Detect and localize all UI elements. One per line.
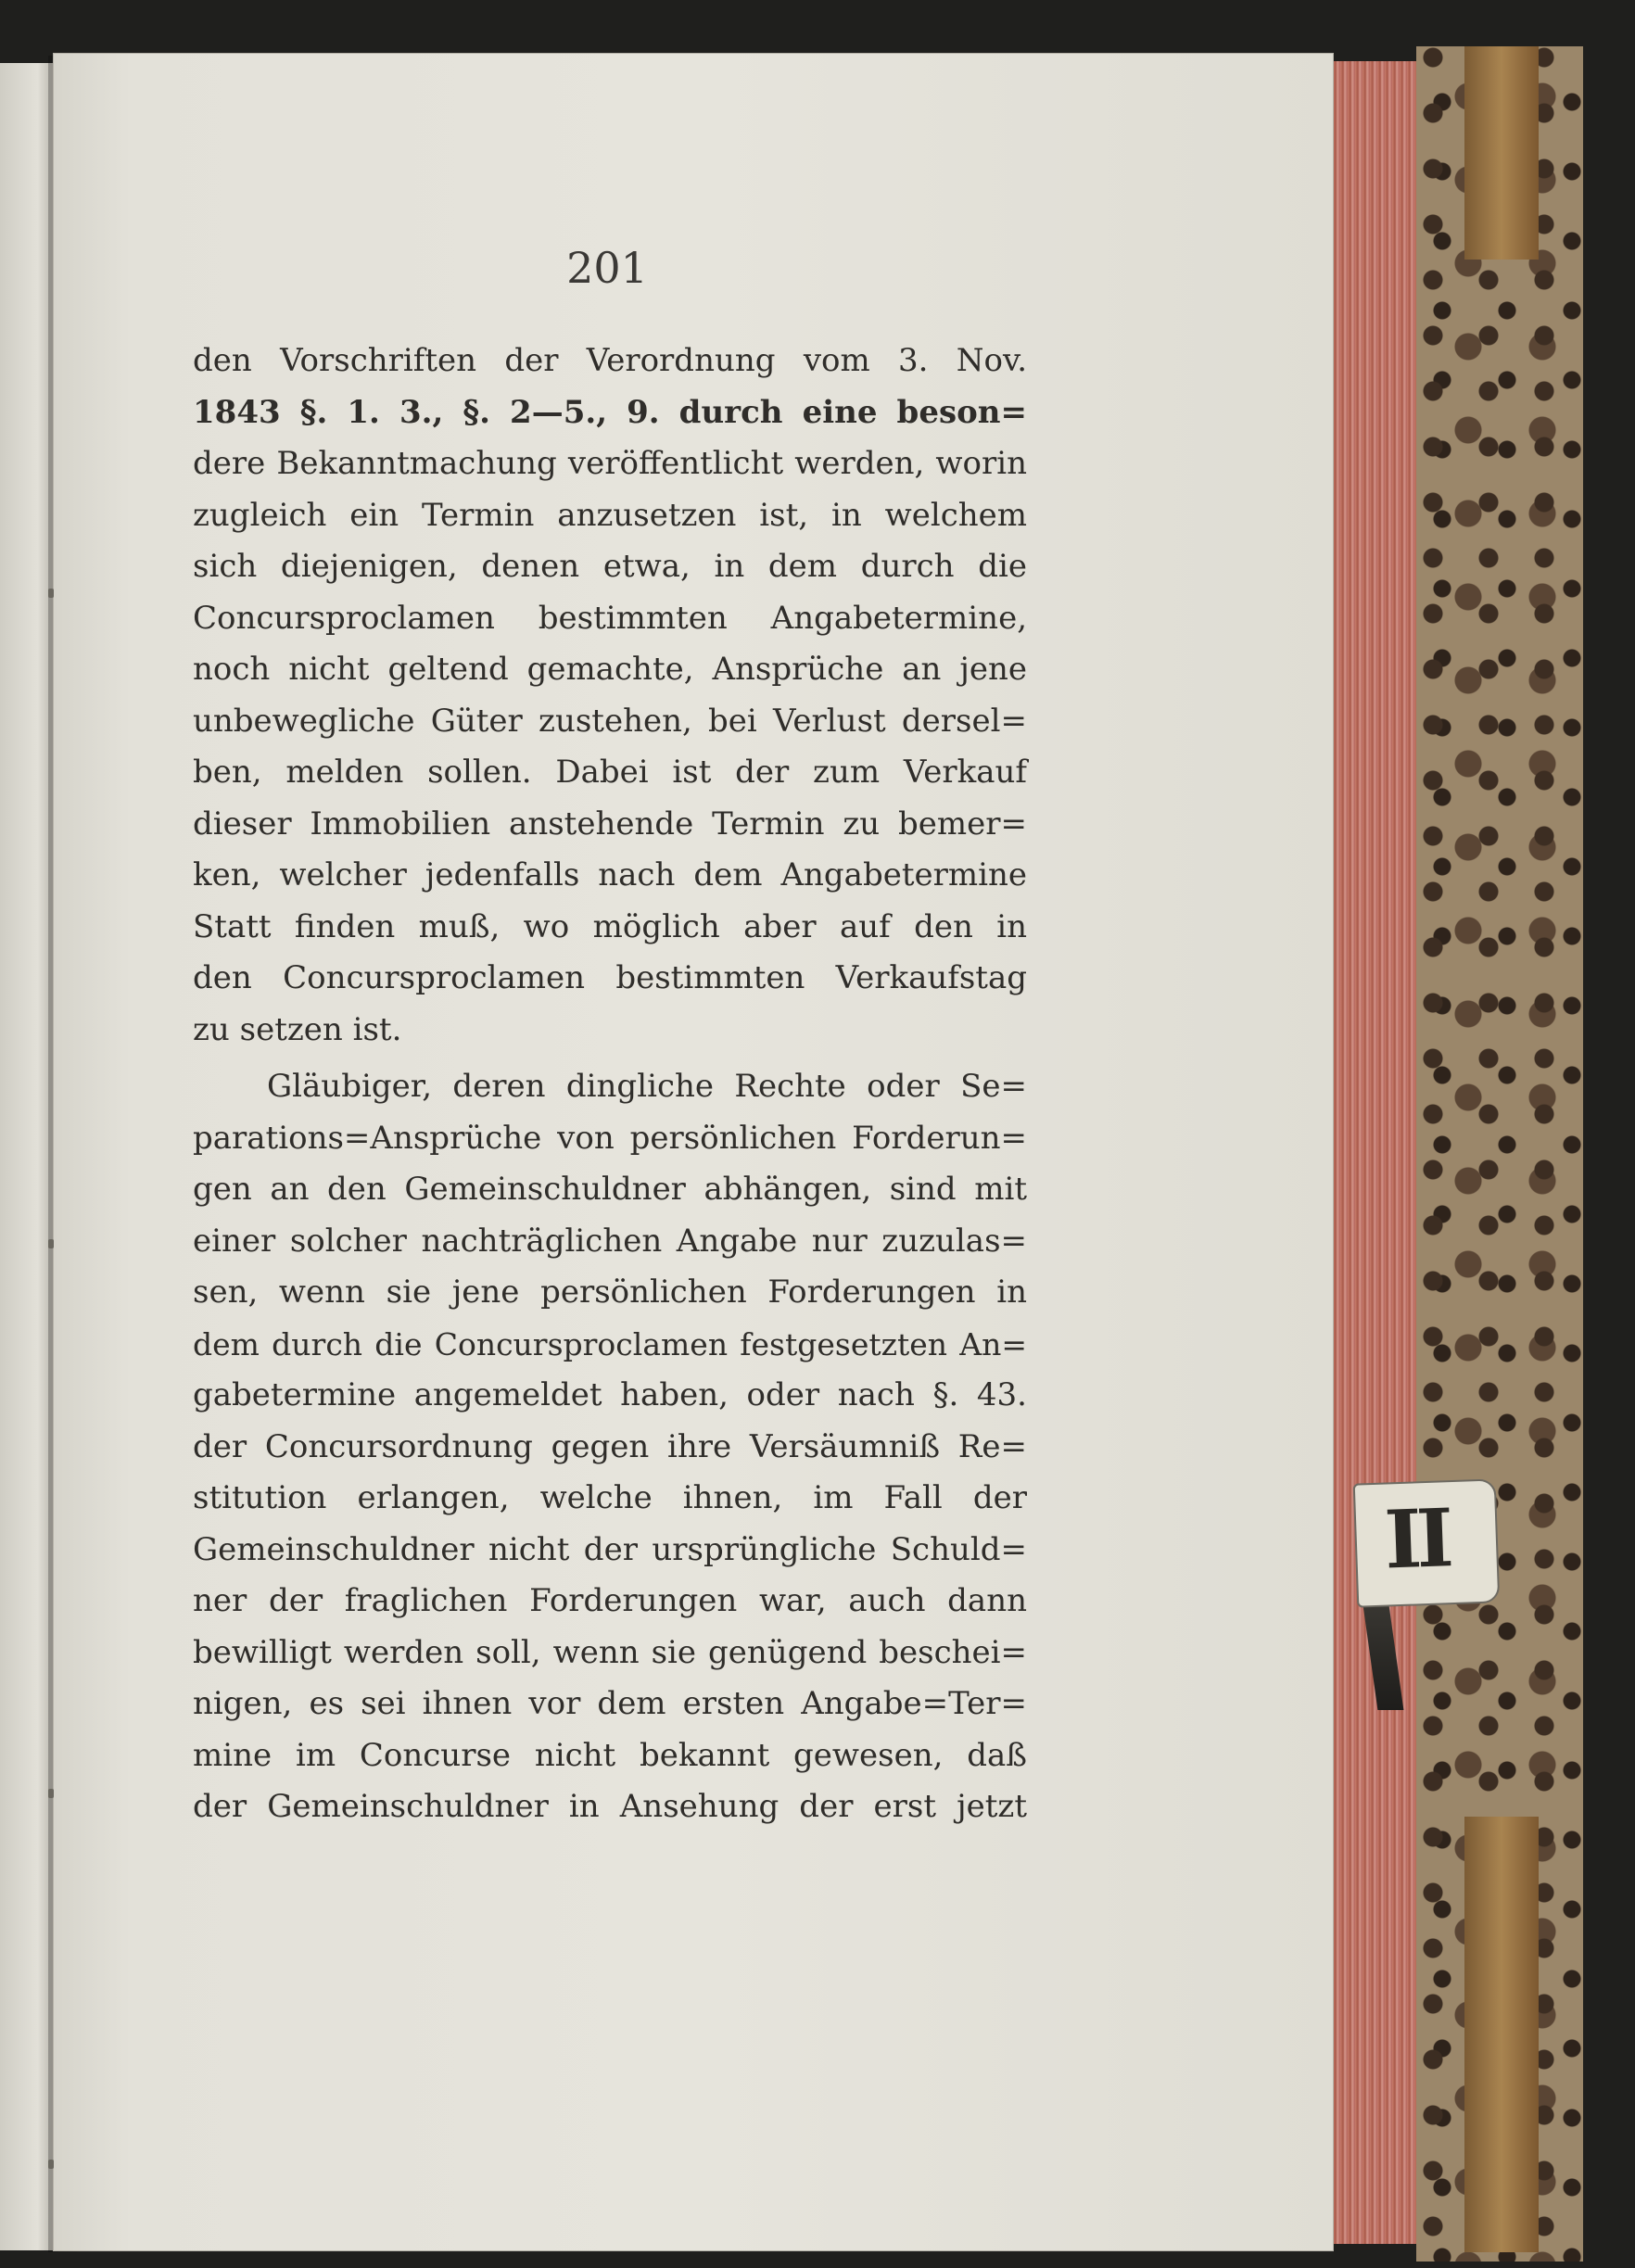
text-line: stitution erlangen, welche ihnen, im Fall der: [193, 1479, 1027, 1516]
text-line: ken, welcher jedenfalls nach dem Angabetermine: [193, 856, 1027, 893]
cover-leather-corner: [1464, 1817, 1539, 2252]
text-line: parations=Ansprüche von persönlichen Forderun=: [193, 1119, 1027, 1157]
text-line: zu setzen ist.: [193, 1010, 402, 1048]
text-line: dieser Immobilien anstehende Termin zu bemer=: [193, 805, 1027, 843]
text-line: den Vorschriften der Verordnung vom 3. Nov.: [193, 342, 1027, 379]
text-line: 1843 §. 1. 3., §. 2—5., 9. durch eine beson=: [193, 393, 1027, 431]
text-line: einer solcher nachträglichen Angabe nur zuzulas=: [193, 1222, 1027, 1260]
text-line: Gläubiger, deren dingliche Rechte oder Se=: [267, 1068, 1027, 1105]
text-line: Concursproclamen bestimmten Angabetermine,: [193, 599, 1027, 637]
page-text: [193, 336, 1027, 1833]
text-line: dere Bekanntmachung veröffentlicht werden, worin: [193, 445, 1027, 482]
text-line: ner der fraglichen Forderungen war, auch dann: [193, 1582, 1027, 1619]
index-tab: [1353, 1478, 1501, 1607]
text-line: sen, wenn sie jene persönlichen Forderungen in: [193, 1273, 1027, 1311]
text-line: Gemeinschuldner nicht der ursprüngliche Schuld=: [193, 1530, 1027, 1568]
text-line: dem durch die Concursproclamen festgesetzten An=: [193, 1325, 1027, 1362]
text-line: der Concursordnung gegen ihre Versäumniß Re=: [193, 1427, 1027, 1465]
text-line: unbewegliche Güter zustehen, bei Verlust dersel=: [193, 702, 1027, 740]
binding-stitch: [48, 1239, 54, 1248]
text-line: den Concursproclamen bestimmten Verkaufstag: [193, 959, 1027, 996]
text-line: mine im Concurse nicht bekannt gewesen, daß: [193, 1736, 1027, 1774]
text-line: Statt finden muß, wo möglich aber auf den in: [193, 907, 1027, 945]
previous-page-edge: [0, 63, 56, 2250]
page-fore-edge: [1333, 61, 1416, 2244]
text-line: bewilligt werden soll, wenn sie genügend beschei=: [193, 1633, 1027, 1671]
binding-stitch: [48, 589, 54, 598]
text-line: ben, melden sollen. Dabei ist der zum Verkauf: [193, 754, 1027, 791]
page-number: 201: [566, 243, 648, 293]
text-line: zugleich ein Termin anzusetzen ist, in welchem: [193, 496, 1027, 534]
text-line: gabetermine angemeldet haben, oder nach §. 43.: [193, 1376, 1027, 1413]
text-line: gen an den Gemeinschuldner abhängen, sind mit: [193, 1171, 1027, 1208]
binding-stitch: [48, 2160, 54, 2169]
binding-stitch: [48, 1789, 54, 1798]
text-line: nigen, es sei ihnen vor dem ersten Angabe=Ter=: [193, 1685, 1027, 1722]
text-line: sich diejenigen, denen etwa, in dem durch die: [193, 548, 1027, 585]
cover-leather-corner: [1464, 46, 1539, 260]
index-tab-label: II: [1383, 1491, 1451, 1588]
text-line: der Gemeinschuldner in Ansehung der erst jetzt: [193, 1788, 1027, 1825]
text-line: noch nicht geltend gemachte, Ansprüche an jene: [193, 651, 1027, 688]
